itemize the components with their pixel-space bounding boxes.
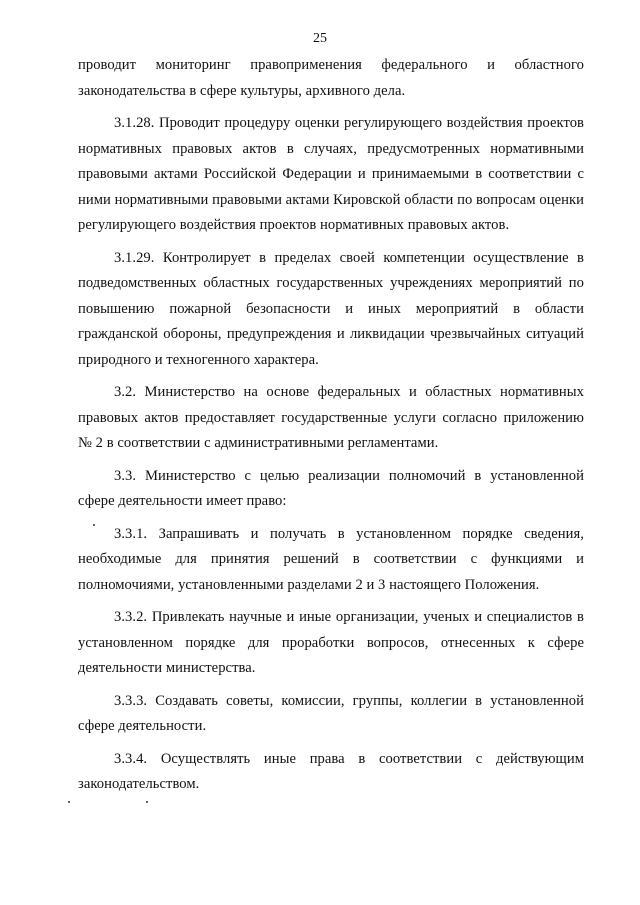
paragraph-3-3: 3.3. Министерство с целью реализации полномочий в установленной сфере деятельности имеет право: — [78, 467, 584, 509]
paragraph-3-2: 3.2. Министерство на основе федеральных и областных нормативных правовых актов предоставляет государственные услуги согласно приложению № 2 в соответствии с административными регламентами. — [78, 384, 584, 451]
paragraph-3-3-1: 3.3.1. Запрашивать и получать в установленном порядке сведения, необходимые для принятия решений в соответствии с функциями и полномочиями, установленными разделами 2 и 3 настоящего Положения. — [78, 525, 584, 593]
paragraph-3-1-29: 3.1.29. Контролирует в пределах своей компетенции осуществление в подведомственных областных государственных учреждениях мероприятий по повышению пожарной безопасности и иных мероприятий в области гражданской обороны, предупреждения и ликвидации чрезвычайных ситуаций природного и техногенного характера. — [78, 249, 584, 368]
scan-speck — [146, 801, 148, 803]
scan-speck — [68, 801, 70, 803]
scan-speck — [93, 524, 95, 526]
paragraph-3-1-28: 3.1.28. Проводит процедуру оценки регулирующего воздействия проектов нормативных правовых актов в случаях, предусмотренных нормативными правовыми актами Российской Федерации и принимаемыми в соответствии с ними нормативными правовыми актами Кировской области по вопросам оценки регулирующего воздействия проектов нормативных правовых актов. — [78, 115, 584, 233]
paragraph-3-3-3: 3.3.3. Создавать советы, комиссии, группы, коллегии в установленной сфере деятельности. — [78, 692, 584, 734]
paragraph-3-3-4: 3.3.4. Осуществлять иные права в соответствии с действующим законодательством. — [78, 750, 584, 792]
page-number: 25 — [313, 31, 327, 46]
document-body — [78, 53, 584, 805]
paragraph-3-3-2: 3.3.2. Привлекать научные и иные организации, ученых и специалистов в установленном порядке для проработки вопросов, отнесенных к сфере деятельности министерства. — [78, 609, 584, 676]
paragraph-continuation: проводит мониторинг правоприменения федерального и областного законодательства в сфере культуры, архивного дела. — [78, 57, 584, 99]
